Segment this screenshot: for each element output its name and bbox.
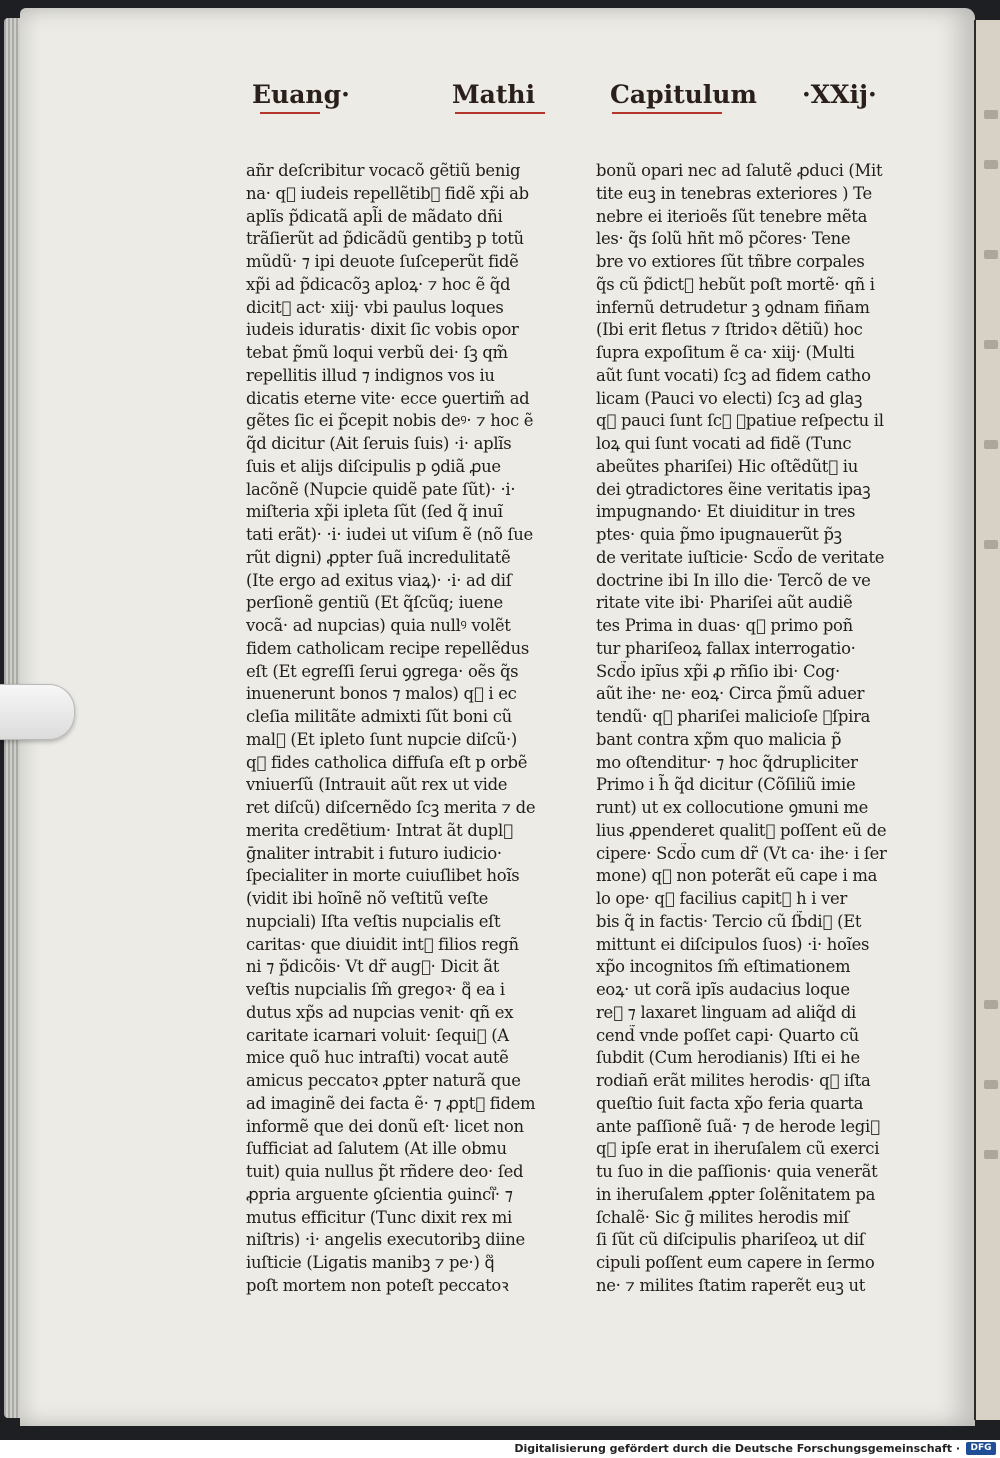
text-line: impugnando· Et diuiditur in tres — [596, 502, 856, 522]
text-line: perſionẽ gentiũ (Et q̃ſcũq; iuene — [246, 593, 503, 613]
text-line: q᷑ pauci ſunt ſcꝫ ꝯpatiue reſpectu il — [596, 411, 884, 431]
text-line: cleſia militãte admixti ſũt boni cũ — [246, 707, 512, 726]
text-line: dutus xp̃s ad nupcias venit· qñ ex — [246, 1002, 514, 1022]
text-line: informẽ que dei donũ eſt· licet non — [246, 1116, 524, 1136]
text-line: bant contra xp̃m quo malicia p̃ — [596, 729, 842, 749]
text-line: lacõnẽ (Nupcie quidẽ pate ſũt)· ·i· — [246, 479, 516, 499]
text-line: rũt digni) ꝓpter ſuã incredulitatẽ — [246, 547, 511, 567]
text-line: loꝝ qui ſunt vocati ad fidẽ (Tunc — [596, 434, 852, 453]
text-line: ḡnaliter intrabit i futuro iudicio· — [246, 843, 502, 863]
text-line: ritate vite ibi· Phariſei aũt audiẽ — [596, 593, 853, 613]
digitization-footer — [0, 1440, 1000, 1458]
text-line: bre vo extiores ſũt tñbre corpales — [596, 252, 865, 271]
text-line: na· q᷑ iudeis repellẽtibꝫ fidẽ xp̃i ab — [246, 183, 529, 203]
text-line: niſtris) ·i· angelis executoribꝫ diine — [246, 1230, 525, 1250]
text-line: bonũ opari nec ad ſalutẽ ꝓduci (Mit — [596, 161, 883, 180]
text-line: fidem catholicam recipe repellẽdus — [246, 638, 529, 658]
text-line: aplĩs p̃dicatã apl̃i de mãdato dñi — [246, 206, 503, 226]
text-line: amicus peccatoꝛ ꝓpter naturã que — [246, 1071, 521, 1090]
text-line: in iheruſalem ꝓpter ſolẽnitatem pa — [596, 1184, 876, 1204]
text-line: q᷑ ipſe erat in iheruſalem cũ exerci — [596, 1139, 880, 1159]
footer-credit-text: Digitalisierung gefördert durch die Deutsche Forschungsgemeinschaft · — [514, 1442, 960, 1455]
text-line: eoꝝ· ut corã ipĩs audacius loque — [596, 980, 850, 999]
text-line: vocã· ad nupcias) quia nullꝰ volẽt — [246, 616, 511, 635]
header-left-word: Euang· — [252, 80, 350, 109]
text-line: ſuis et alijs diſcipulis p ꝯdiã ꝓue — [246, 456, 501, 476]
text-line: ſufficiat ad ſalutem (At ille obmu — [246, 1139, 507, 1159]
text-column-left — [246, 160, 546, 1298]
text-line: iuſticie (Ligatis manibꝫ ⁊ pe·) q᷑ — [246, 1253, 495, 1272]
text-column-right — [596, 160, 896, 1298]
text-line: lius ꝓpenderet qualit᷑ poſſent eũ de — [596, 820, 887, 840]
text-line: tebat p̃mũ loqui verbũ dei· ſꝫ qm̃ — [246, 343, 508, 362]
text-line: q̃s cũ p̃dict᷑ hebũt poſt mortẽ· qñ i — [596, 274, 875, 294]
rubric-stroke — [612, 112, 722, 114]
text-line: bis q̃ in factis· Tercio cũ ſb̃di᷑ (Et — [596, 911, 862, 931]
text-line: gẽtes ſic ei p̃cepit nobis deꝰ· ⁊ hoc ẽ — [246, 411, 534, 431]
text-line: cipere· Scd̃o cum dr̃ (Vt ca· ihe· i ſer — [596, 843, 887, 863]
text-line: ante paſſionẽ ſuã· ⁊ de herode legi᷑ — [596, 1116, 880, 1136]
text-line: poſt mortem non poteſt peccatoꝛ — [246, 1275, 509, 1295]
text-line: tuit) quia nullus p̃t rñdere deo· ſed — [246, 1162, 524, 1181]
text-line: eſt (Et egreſſi ſerui ꝯgrega· oẽs q̃s — [246, 661, 519, 681]
text-line: ſi ſũt cũ diſcipulis phariſeoꝝ ut diſ — [596, 1230, 865, 1250]
text-line: (vidit ibi hoĩnẽ nõ veſtitũ veſte — [246, 889, 489, 908]
text-line: queſtio ſuit facta xp̃o feria quarta — [596, 1093, 864, 1113]
text-line: caritate icarnari voluit· ſequi᷑ (A — [246, 1025, 509, 1045]
facing-page-edge — [974, 20, 1000, 1420]
text-line: veſtis nupcialis ſm̃ gregoꝛ· q᷑ ea i — [246, 980, 505, 999]
text-line: vniuerſũ (Intrauit aũt rex ut vide — [246, 775, 508, 795]
text-line: aũt ſunt vocati) ſcꝫ ad fidem catho — [596, 365, 871, 385]
text-line: cend̃ vnde poſſet capi· Quarto cũ — [596, 1025, 859, 1045]
text-line: trãſierũt ad p̃dicãdũ gentibꝫ p totũ — [246, 229, 524, 249]
text-line: ſupra expoſitum ẽ ca· xiij· (Multi — [596, 343, 855, 362]
text-line: ſpecialiter in morte cuiuſlibet hoĩs — [246, 866, 520, 886]
text-line: miſteria xp̃i ipleta ſũt (ſed q̃ inuĩ — [246, 502, 503, 522]
text-line: mice quõ huc intraſti) vocat autẽ — [246, 1048, 509, 1068]
text-line: ſchalẽ· Sic ḡ milites herodis miſ — [596, 1207, 849, 1227]
text-line: ꝓpria arguente ꝯſcientia ꝯuinci᷑· ⁊ — [246, 1184, 513, 1204]
text-line: dicatis eterne vite· ecce ꝯuertim̃ ad — [246, 388, 530, 408]
text-line: q̃d dicitur (Ait ſeruis ſuis) ·i· aplĩs — [246, 434, 512, 453]
text-line: ad imaginẽ dei facta ẽ· ⁊ ꝓpt᷑ fidem — [246, 1093, 536, 1113]
text-line: mutus efficitur (Tunc dixit rex mi — [246, 1207, 512, 1227]
text-line: runt) ut ex collocutione ꝯmuni me — [596, 798, 869, 817]
text-line: ſubdit (Cum herodianis) Iſti ei he — [596, 1048, 860, 1068]
text-line: (Ite ergo ad exitus viaꝝ)· ·i· ad diſ — [246, 570, 512, 590]
text-line: les· q̃s ſolũ hñt mõ pc̃ores· Tene — [596, 229, 851, 249]
text-line: q᷑ fides catholica diffuſa eſt p orbẽ — [246, 752, 528, 772]
text-line: tendũ· q᷑ phariſei malicioſe ꝯſpira — [596, 707, 871, 726]
header-chapter-number: ·XXij· — [802, 80, 877, 109]
text-line: tati erãt)· ·i· iudei ut viſum ẽ (nõ ſue — [246, 525, 533, 544]
text-line: dei ꝯtradictores ẽine veritatis ipaꝫ — [596, 479, 871, 499]
text-line: mal᷑ (Et ipleto ſunt nupcie diſcũ·) — [246, 729, 517, 749]
rubric-stroke — [455, 112, 545, 114]
text-line: Primo i h̃ q̃d dicitur (Cõſiliũ imie — [596, 775, 856, 795]
text-line: iudeis iduratis· dixit ſic vobis opor — [246, 320, 519, 340]
text-line: abeũtes phariſei) Hic oſtẽdũt᷑ iu — [596, 456, 858, 476]
text-line: mone) q᷑ non poterãt eũ cape i ma — [596, 866, 878, 886]
text-line: mittunt ei diſcipulos ſuos) ·i· hoĩes — [596, 934, 870, 954]
text-line: merita credẽtium· Intrat ãt dupl᷑ — [246, 820, 513, 840]
text-line: re᷑ ⁊ laxaret linguam ad aliq̃d di — [596, 1002, 856, 1022]
text-line: xp̃i ad p̃dicacõꝫ aploꝝ· ⁊ hoc ẽ q̃d — [246, 274, 511, 294]
text-line: nebre ei iterioẽs ſũt tenebre mẽta — [596, 206, 868, 226]
text-line: ret diſcũ) diſcernẽdo ſcꝫ merita ⁊ de — [246, 798, 536, 817]
text-line: lo ope· q᷑ facilius capit᷑ h i ver — [596, 889, 847, 908]
text-line: tite euꝫ in tenebras exteriores ) Te — [596, 183, 872, 203]
text-line: infernũ detrudetur ꝫ ꝯdnam fiñam — [596, 297, 870, 317]
text-line: dicit᷑ act· xiij· vbi paulus loques — [246, 297, 504, 317]
text-line: xp̃o incognitos ſm̃ eſtimationem — [596, 957, 851, 977]
text-line: inuenerunt bonos ⁊ malos) q᷑ i ec — [246, 684, 517, 704]
header-center-word: Mathi — [452, 80, 536, 109]
text-line: tes Prima in duas· q᷑ primo poñ — [596, 616, 853, 635]
text-line: rodiañ erãt milites herodis· q᷑ iſta — [596, 1071, 871, 1090]
text-line: doctrine ibi In illo die· Tercõ de ve — [596, 570, 871, 590]
header-chapter-label: Capitulum — [610, 80, 757, 109]
text-line: ni ⁊ p̃dicõis· Vt dr̃ aug᷒· Dicit ãt — [246, 957, 500, 977]
text-line: repellitis illud ⁊ indignos vos iu — [246, 365, 495, 385]
text-line: mo oſtenditur· ⁊ hoc q̃drupliciter — [596, 752, 858, 772]
text-line: ne· ⁊ milites ſtatim raperẽt euꝫ ut — [596, 1275, 866, 1295]
bookmark-tab — [0, 684, 75, 740]
text-line: licam (Pauci vo electi) ſcꝫ ad glaꝫ — [596, 388, 863, 408]
text-line: de veritate iuſticie· Scd̃o de veritate — [596, 547, 885, 567]
text-line: cipuli poſſent eum capere in ſermo — [596, 1253, 875, 1272]
text-line: Scd̃o ipĩus xp̃i ꝓ rñſio ibi· Cog· — [596, 661, 840, 681]
text-line: aũt ihe· ne· eoꝝ· Circa p̃mũ aduer — [596, 684, 865, 704]
text-line: (Ibi erit fletus ⁊ ſtridoꝛ dẽtiũ) hoc — [596, 320, 863, 340]
text-line: nupciali) Iſta veſtis nupcialis eſt — [246, 911, 501, 931]
text-line: añr deſcribitur vocacõ gẽtiũ benig — [246, 161, 521, 180]
text-line: ptes· quia p̃mo ipugnauerũt p̃ꝫ — [596, 525, 842, 544]
text-line: tur phariſeoꝝ fallax interrogatio· — [596, 638, 856, 658]
text-line: tu ſuo in die paſſionis· quia venerãt — [596, 1162, 878, 1181]
text-line: caritas· que diuidit int᷑ filios regñ — [246, 934, 519, 954]
running-header — [0, 80, 1000, 120]
dfg-logo: DFG — [966, 1442, 996, 1455]
text-line: mũdũ· ⁊ ipi deuote ſuſceperũt fidẽ — [246, 252, 519, 271]
rubric-stroke — [260, 112, 320, 114]
